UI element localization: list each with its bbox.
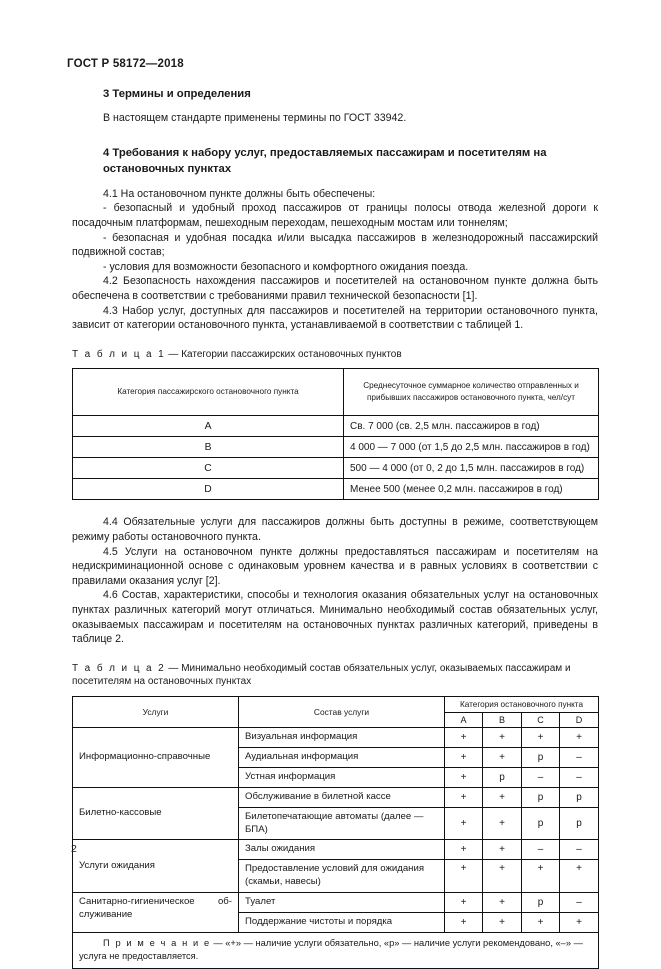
table-1-cell-category: A (73, 416, 344, 437)
spacer (72, 178, 598, 187)
table-2-cell-composition: Поддержание чистоты и порядка (239, 913, 445, 933)
table-1-cell-value: Менее 500 (менее 0,2 млн. пассажиров в год) (344, 479, 599, 500)
table-2-cell-d: + (560, 727, 599, 747)
table-2-cell-d: – (560, 767, 599, 787)
table-2-header-category-group: Категория остановочного пункта (445, 696, 599, 712)
table-2-cell-composition: Билетопечатающие автоматы (далее — БПА) (239, 807, 445, 840)
table-2-header-composition: Состав услуги (239, 696, 445, 727)
table-1-header-category: Категория пассажирского остановочного пункта (73, 369, 344, 416)
table-2-cell-composition: Визуальная информация (239, 727, 445, 747)
table-1-cell-value: 4 000 — 7 000 (от 1,5 до 2,5 млн. пассажиров в год) (344, 437, 599, 458)
table-2-cell-a: + (445, 840, 483, 860)
table-2-cell-c: + (522, 727, 560, 747)
table-2-header-services: Услуги (73, 696, 239, 727)
table-1-header-volume: Среднесуточное суммарное количество отправленных и прибывших пассажиров остановочного пункта, чел/сут (344, 369, 599, 416)
table-2-cell-b: + (483, 913, 522, 933)
table-2-cell-composition: Устная информация (239, 767, 445, 787)
table-2-cell-b: + (483, 860, 522, 893)
table-row (73, 933, 599, 969)
table-2-cell-a: + (445, 747, 483, 767)
table-row (73, 369, 599, 416)
table-2-note-label: П р и м е ч а н и е (103, 938, 211, 949)
table-row (73, 416, 599, 437)
table-1-caption-text: Категории пассажирских остановочных пунктов (181, 348, 402, 360)
table-2-cell-composition: Аудиальная информация (239, 747, 445, 767)
table-row (73, 840, 599, 860)
spacer (72, 102, 598, 111)
table-2-header-cat-b: B (483, 712, 522, 727)
table-2-cell-d: + (560, 913, 599, 933)
table-2-caption-text: Минимально необходимый состав обязательных услуг, оказываемых пассажирам и посетителям на остановочных пунктах (72, 662, 571, 688)
table-2-cell-b: + (483, 807, 522, 840)
para-4-1-bullet-2: - безопасная и удобная посадка и/или высадка пассажиров в железнодорожный пассажирский подвижной состав; (72, 231, 598, 259)
table-2-caption-label: Т а б л и ц а 2 (72, 662, 166, 674)
table-2-cell-b: + (483, 787, 522, 807)
table-2-cell-a: + (445, 767, 483, 787)
table-2-note-text: — «+» — наличие услуги обязательно, «р» — наличие услуги рекомендовано, «–» — услуга не предоставляется. (79, 938, 583, 962)
table-row (73, 787, 599, 807)
spacer (72, 500, 598, 515)
table-2-cell-c: р (522, 747, 560, 767)
para-4-1-bullet-3: - условия для возможности безопасного и комфортного ожидания поезда. (103, 260, 469, 273)
table-1-caption-label: Т а б л и ц а 1 (72, 348, 166, 360)
table-2-cell-c: – (522, 840, 560, 860)
table-row (73, 479, 599, 500)
table-2-cell-a: + (445, 893, 483, 913)
table-2-cell-c: + (522, 913, 560, 933)
table-2-cell-b: + (483, 840, 522, 860)
table-2-cell-b: + (483, 747, 522, 767)
table-2-cell-c: р (522, 787, 560, 807)
table-2-header-cat-c: C (522, 712, 560, 727)
standard-code-header: ГОСТ Р 58172—2018 (67, 58, 184, 70)
table-2-cell-composition: Обслуживание в билетной кассе (239, 787, 445, 807)
section-4-title: 4 Требования к набору услуг, предоставляемых пассажирам и посетителям на остановочных пунктах (103, 146, 547, 176)
para-4-1-bullet-1: - безопасный и удобный проход пассажиров от границы полосы отвода железной дороги к посадочным платформам, пешеходным переходам, пешеходным мостам или тоннелям; (72, 202, 598, 229)
table-2-cell-d: – (560, 893, 599, 913)
para-4-1-lead: 4.1 На остановочном пункте должны быть обеспечены: (103, 187, 376, 200)
table-1-caption (72, 348, 598, 362)
table-2-cell-d: р (560, 807, 599, 840)
table-categories-of-stops (72, 368, 599, 500)
table-2-cell-composition: Залы ожидания (239, 840, 445, 860)
table-2-cell-service: Информационно-справочные (73, 727, 239, 787)
table-1-caption-dash: — (165, 348, 182, 360)
table-1-cell-category: D (73, 479, 344, 500)
table-2-cell-composition: Предоставление условий для ожидания (скамьи, навесы) (239, 860, 445, 893)
table-2-header-cat-a: A (445, 712, 483, 727)
para-4-5: 4.5 Услуги на остановочном пункте должны предоставляться пассажирам и посетителям на недискриминационной основе с одинаковым уровнем качества и в равных условиях в соответствии с правилами оказания услуг [2]. (72, 545, 598, 587)
table-row (73, 437, 599, 458)
table-2-cell-service: Санитарно-гигиеническое об-служивание (73, 893, 239, 933)
table-2-note (73, 933, 599, 969)
table-2-cell-d: + (560, 860, 599, 893)
table-1-cell-category: C (73, 458, 344, 479)
table-2-cell-a: + (445, 727, 483, 747)
para-4-6: 4.6 Состав, характеристики, способы и технология оказания обязательных услуг на остановочных пунктах различных категорий могут отличаться. Минимально необходимый состав обязательных услуг, оказываемых пассажирам и посетителям на остановочных пунктах различных категорий, приведены в таблице 2. (72, 589, 598, 646)
para-4-4: 4.4 Обязательные услуги для пассажиров должны быть доступны в режиме, соответствующем режиму работы остановочного пункта. (72, 516, 598, 543)
section-3-body: В настоящем стандарте применены термины по ГОСТ 33942. (103, 112, 407, 125)
table-2-cell-d: – (560, 840, 599, 860)
table-row (73, 696, 599, 712)
table-2-cell-a: + (445, 807, 483, 840)
table-2-cell-a: + (445, 913, 483, 933)
table-2-header-cat-d: D (560, 712, 599, 727)
table-2-caption (72, 662, 598, 689)
spacer (72, 333, 598, 348)
table-2-cell-b: + (483, 893, 522, 913)
table-1-cell-value: 500 — 4 000 (от 0, 2 до 1,5 млн. пассажиров в год) (344, 458, 599, 479)
table-2-cell-c: + (522, 860, 560, 893)
page-number: 2 (71, 843, 77, 855)
para-4-3: 4.3 Набор услуг, доступных для пассажиров и посетителей на территории остановочного пункта, зависит от категории остановочного пункта, устанавливаемой в соответствии с таблицей 1. (72, 304, 598, 332)
table-2-cell-composition: Туалет (239, 893, 445, 913)
table-row (73, 727, 599, 747)
table-2-caption-dash: — (165, 662, 182, 674)
table-2-cell-b: р (483, 767, 522, 787)
table-2-cell-d: – (560, 747, 599, 767)
table-2-cell-c: – (522, 767, 560, 787)
spacer (72, 647, 598, 662)
table-2-cell-d: р (560, 787, 599, 807)
table-row (73, 893, 599, 913)
table-2-cell-service: Билетно-кассовые (73, 787, 239, 840)
spacer (72, 126, 598, 145)
table-row (73, 458, 599, 479)
table-2-cell-c: р (522, 807, 560, 840)
section-3-title: 3 Термины и определения (103, 88, 251, 100)
table-1-cell-category: B (73, 437, 344, 458)
page-content (72, 86, 598, 969)
table-2-cell-c: р (522, 893, 560, 913)
para-4-2: 4.2 Безопасность нахождения пассажиров и посетителей на остановочном пункте должна быть обеспечена в соответствии с требованиями правил технической безопасности [1]. (72, 275, 598, 302)
table-2-cell-a: + (445, 860, 483, 893)
table-2-cell-b: + (483, 727, 522, 747)
table-minimum-mandatory-services (72, 696, 599, 969)
table-1-cell-value: Св. 7 000 (св. 2,5 млн. пассажиров в год) (344, 416, 599, 437)
table-2-cell-service: Услуги ожидания (73, 840, 239, 893)
table-2-cell-a: + (445, 787, 483, 807)
